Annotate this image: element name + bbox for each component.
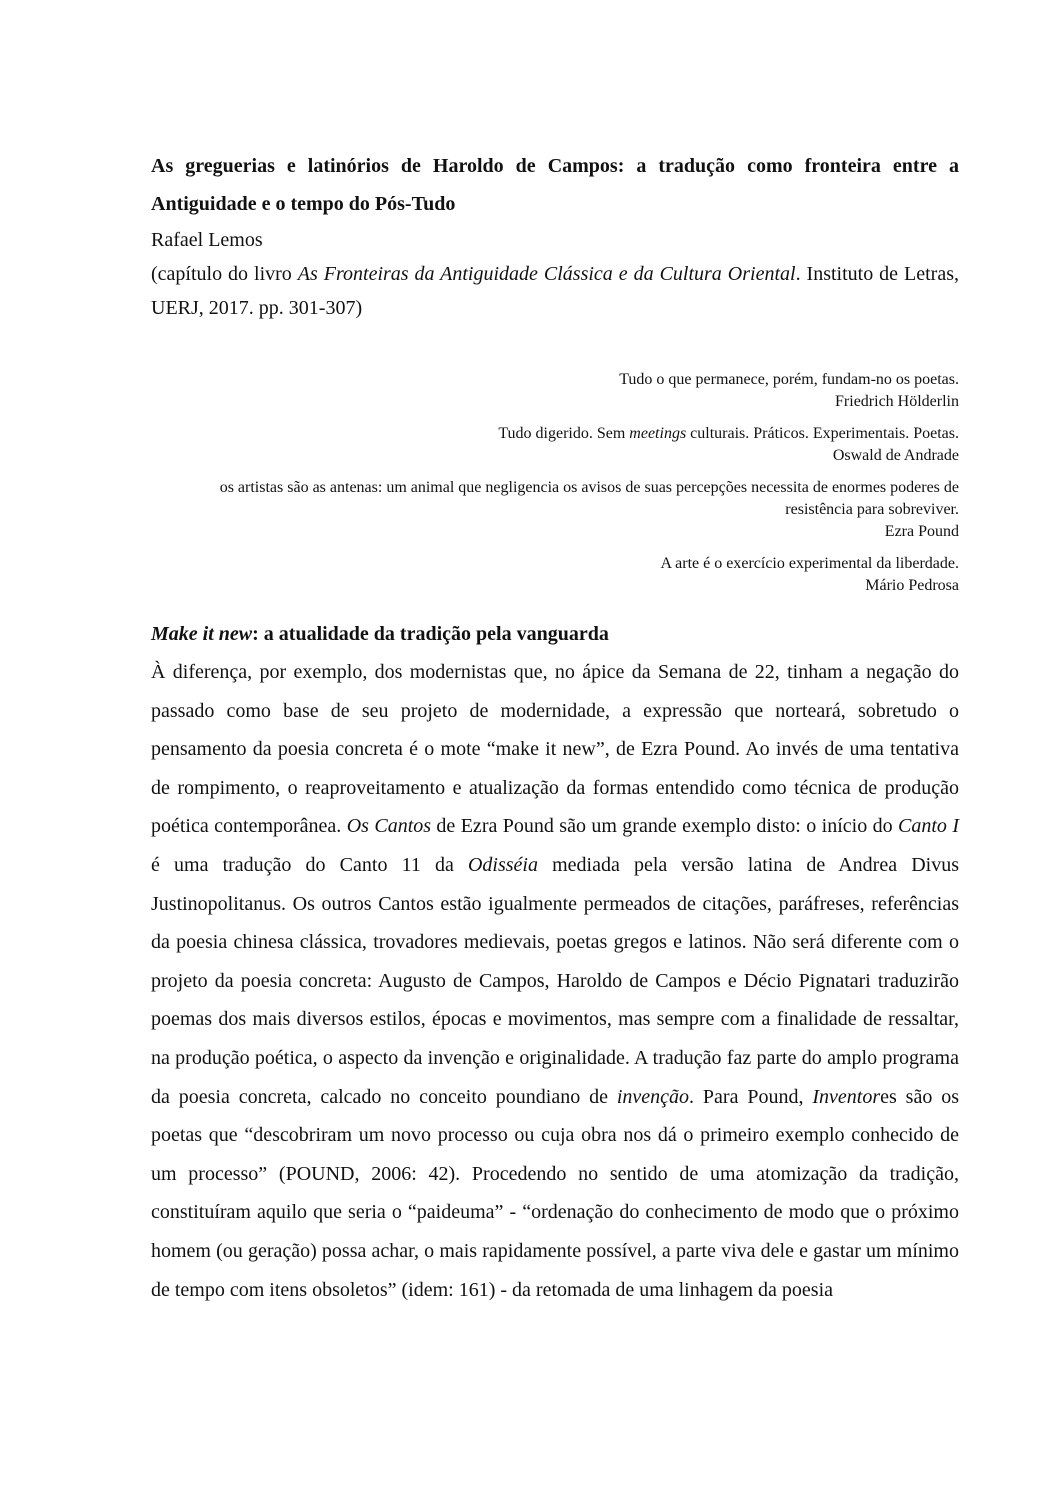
epigraph <box>151 423 959 467</box>
body-emphasis: Inventor <box>812 1085 881 1108</box>
epigraph-author: Ezra Pound <box>884 523 959 540</box>
epigraph-author: Friedrich Hölderlin <box>835 393 959 410</box>
source-pre: (capítulo do livro <box>151 263 298 285</box>
document-page <box>151 147 959 1309</box>
body-text-run: es são os poetas que “descobriram um novo processo ou cuja obra nos dá o primeiro exemplo conhecido de um processo” (POUND, 2006: 42). Procedendo no sentido de uma atomização da tradição, constituíram aquilo que seria o “paideuma” - “ordenação do conhecimento de modo que o próximo homem (ou geração) possa achar, o mais rapidamente possível, a parte viva dele e gastar um mínimo de tempo com itens obsoletos” (idem: 161) - da retomada de uma linhagem da poesia <box>151 1085 959 1301</box>
epigraph <box>151 477 959 543</box>
section-heading <box>151 615 959 653</box>
epigraph <box>151 553 959 597</box>
epigraph-quote: Tudo o que permanece, porém, fundam-no os poetas. <box>619 371 959 388</box>
epigraphs <box>151 369 959 597</box>
body-paragraph <box>151 653 959 1309</box>
body-emphasis: Os Cantos <box>346 815 432 838</box>
source-book-title: As Fronteiras da Antiguidade Clássica e da Cultura Oriental <box>297 263 796 285</box>
epigraph-author: Oswald de Andrade <box>832 447 959 464</box>
body-text-run: de Ezra Pound são um grande exemplo disto: o início do <box>431 815 899 838</box>
epigraph-quote-emphasis: meetings <box>629 425 687 442</box>
epigraph-quote-pre: Tudo digerido. Sem <box>498 425 630 442</box>
section-heading-rest: : a atualidade da tradição pela vanguarda <box>252 623 609 645</box>
epigraph-quote-post: culturais. Práticos. Experimentais. Poetas. <box>686 425 959 442</box>
body-emphasis: Odisséia <box>467 853 538 876</box>
section-heading-emphasis: Make it new <box>151 623 253 645</box>
epigraph-quote <box>151 423 959 445</box>
body-emphasis: Canto I <box>898 815 959 838</box>
source-post: . Instituto de Letras, UERJ, 2017. pp. 301-307) <box>151 263 959 319</box>
document-title: As greguerias e latinórios de Haroldo de Campos: a tradução como fronteira entre a Antiguidade e o tempo do Pós-Tudo <box>151 155 959 215</box>
body-text-run: À diferença, por exemplo, dos modernistas que, no ápice da Semana de 22, tinham a negação do passado como base de seu projeto de modernidade, a expressão que norteará, sobretudo o pensamento da poesia concreta é o mote “make it new”, de Ezra Pound. Ao invés de uma tentativa de rompimento, o reaproveitamento e atualização da formas entendido como técnica de produção poética contemporânea. <box>151 661 959 838</box>
epigraph-quote: os artistas são as antenas: um animal que negligencia os avisos de suas percepções necessita de enormes poderes de resistência para sobreviver. <box>219 479 959 518</box>
body-text-run: . Para Pound, <box>689 1085 813 1108</box>
source-citation <box>151 257 959 325</box>
epigraph-quote: A arte é o exercício experimental da liberdade. <box>660 555 959 572</box>
author-name: Rafael Lemos <box>151 229 263 251</box>
body-text-run: é uma tradução do Canto 11 da <box>151 853 468 876</box>
body-emphasis: invenção <box>616 1085 690 1108</box>
epigraph <box>151 369 959 413</box>
epigraph-author: Mário Pedrosa <box>865 577 959 594</box>
body-text-run: mediada pela versão latina de Andrea Divus Justinopolitanus. Os outros Cantos estão igualmente permeados de citações, paráfreses, referências da poesia chinesa clássica, trovadores medievais, poetas gregos e latinos. Não será diferente com o projeto da poesia concreta: Augusto de Campos, Haroldo de Campos e Décio Pignatari traduzirão poemas dos mais diversos estilos, épocas e movimentos, mas sempre com a finalidade de ressaltar, na produção poética, o aspecto da invenção e originalidade. A tradução faz parte do amplo programa da poesia concreta, calcado no conceito poundiano de <box>151 853 959 1108</box>
